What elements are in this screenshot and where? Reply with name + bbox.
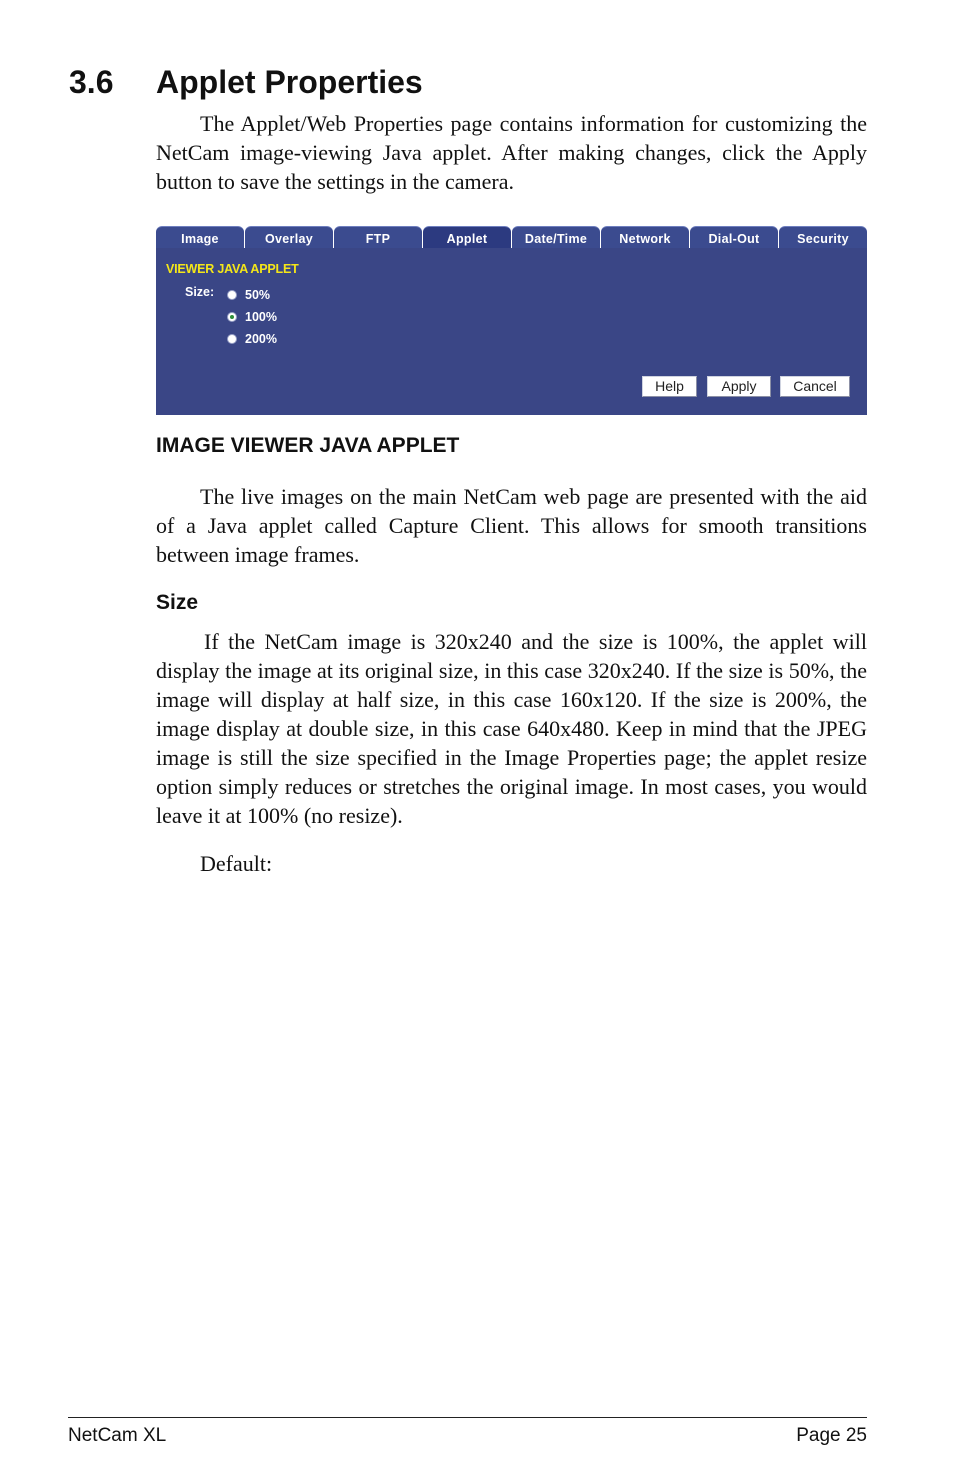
tab-security[interactable]: Security	[779, 226, 867, 249]
tab-ftp[interactable]: FTP	[334, 226, 422, 249]
section-heading	[69, 60, 423, 104]
size-paragraph: If the NetCam image is 320x240 and the size is 100%, the applet will display the image at its original size, in this case 320x240. If the size is 50%, the image will display at half size, in this case 160x120. If the size is 200%, the image display at double size, in this case 640x480. Keep in mind that the JPEG image is still the size specified in the Image Properties page; the applet resize option simply reduces or stretches the original image. In most cases, you would leave it at 100% (no resize).	[156, 629, 867, 828]
footer-product: NetCam XL	[68, 1425, 167, 1446]
radio-200-label: 200%	[245, 332, 277, 346]
size-option-50[interactable]	[227, 287, 270, 303]
tab-image[interactable]: Image	[156, 226, 244, 249]
section-title: Applet Properties	[156, 64, 423, 100]
size-heading: Size	[156, 591, 199, 614]
settings-panel	[156, 248, 867, 415]
tab-date-time[interactable]: Date/Time	[512, 226, 600, 249]
radio-100-label: 100%	[245, 310, 277, 324]
tab-network[interactable]: Network	[601, 226, 689, 249]
radio-50[interactable]	[227, 290, 237, 300]
size-label: Size:	[185, 285, 215, 299]
tab-bar	[156, 226, 867, 249]
size-option-200[interactable]	[227, 331, 277, 347]
radio-50-label: 50%	[245, 288, 271, 302]
radio-200[interactable]	[227, 334, 237, 344]
radio-100[interactable]	[227, 312, 237, 322]
viewer-paragraph: The live images on the main NetCam web page are presented with the aid of a Java applet called Capture Client. This allows for smooth transitions between image frames.	[156, 484, 867, 567]
tab-overlay[interactable]: Overlay	[245, 226, 333, 249]
help-button[interactable]: Help	[642, 376, 697, 397]
section-number: 3.6	[69, 64, 114, 100]
tab-applet[interactable]: Applet	[423, 226, 511, 249]
tab-dial-out[interactable]: Dial-Out	[690, 226, 778, 249]
cancel-button[interactable]: Cancel	[780, 376, 850, 397]
footer-rule	[68, 1417, 867, 1418]
intro-paragraph: The Applet/Web Properties page contains information for customizing the NetCam image-viewing Java applet. After making changes, click the Apply button to save the settings in the camera.	[156, 111, 867, 194]
applet-settings-screenshot	[156, 226, 867, 415]
viewer-heading: IMAGE VIEWER JAVA APPLET	[156, 434, 460, 457]
size-option-100[interactable]	[227, 309, 277, 325]
panel-title: VIEWER JAVA APPLET	[166, 262, 299, 276]
default-label: Default:	[200, 851, 273, 876]
apply-button[interactable]: Apply	[707, 376, 771, 397]
footer-page-number: Page 25	[796, 1425, 867, 1446]
